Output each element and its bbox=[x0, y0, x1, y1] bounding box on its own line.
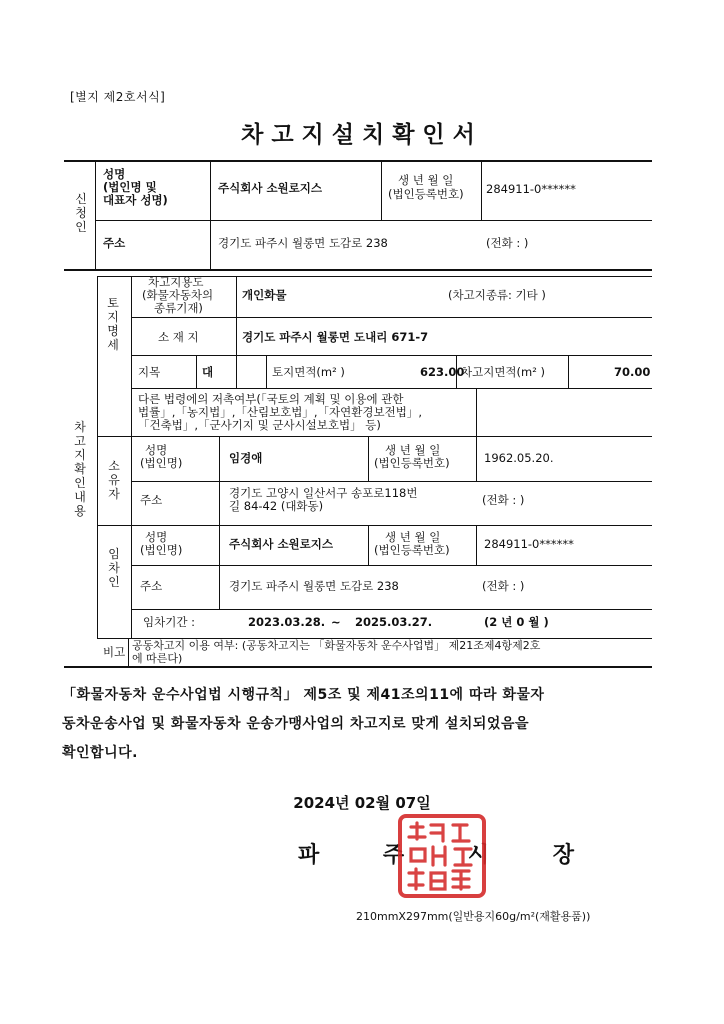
land-section-label: 토지명세 bbox=[107, 296, 119, 352]
lessee-name-label: 성명 bbox=[145, 530, 168, 544]
owner-birth-label: 생 년 월 일 bbox=[385, 443, 441, 457]
lessee-birth-label-2: (법인등록번호) bbox=[374, 543, 450, 557]
owner-mid-divider-2 bbox=[476, 436, 477, 481]
applicant-row-line bbox=[95, 220, 652, 221]
lessee-name-value: 주식회사 소원로지스 bbox=[229, 537, 333, 551]
applicant-bottom-border bbox=[64, 269, 652, 271]
lessee-mid-divider bbox=[368, 525, 369, 565]
confirmation-line-1: 「화물자동차 운수사업법 시행규칙」 제5조 및 제41조의11에 따라 화물자 bbox=[62, 687, 545, 703]
jimok-value: 대 bbox=[202, 365, 214, 379]
land-area-label: 토지면적(m² ) bbox=[272, 365, 345, 379]
lessee-row-line bbox=[131, 565, 652, 566]
owner-address-line-2: 길 84-42 (대화동) bbox=[229, 499, 324, 513]
applicant-name-label-3: 대표자 성명) bbox=[103, 193, 168, 207]
location-label: 소 재 지 bbox=[158, 330, 199, 344]
lessee-top-line bbox=[97, 525, 652, 526]
applicant-name-label-2: (법인명 및 bbox=[103, 180, 157, 194]
land-row-2 bbox=[131, 355, 652, 356]
garage-use-label-3: 종류기재) bbox=[154, 301, 203, 315]
applicant-label-divider bbox=[210, 160, 211, 270]
land-row-1 bbox=[131, 317, 652, 318]
lessee-label-divider bbox=[219, 525, 220, 609]
owner-birth-value: 1962.05.20. bbox=[484, 451, 554, 465]
jimok-label: 지목 bbox=[138, 365, 161, 379]
garage-area-label: 차고지면적(m² ) bbox=[461, 365, 545, 379]
lease-period-label: 임차기간 : bbox=[143, 615, 195, 629]
applicant-birth-value: 284911-0****** bbox=[486, 182, 576, 196]
law-check-line-1: 다른 법령에의 저촉여부(「국토의 계획 및 이용에 관한 bbox=[138, 392, 404, 406]
land-area-value: 623.00 bbox=[420, 365, 465, 379]
official-seal-stamp bbox=[397, 813, 487, 899]
lease-separator: ~ bbox=[331, 615, 341, 629]
land-row-3 bbox=[131, 388, 652, 389]
land-label-divider bbox=[236, 276, 237, 388]
owner-address-label: 주소 bbox=[140, 493, 163, 507]
applicant-birth-label: 생 년 월 일 bbox=[398, 173, 454, 187]
owner-name-label-2: (법인명) bbox=[140, 456, 183, 470]
content-sub-divider bbox=[131, 276, 132, 638]
lease-row-line bbox=[131, 609, 652, 610]
document-title: 차고지설치확인서 bbox=[241, 122, 483, 148]
confirmation-text bbox=[62, 681, 662, 768]
applicant-mid-divider-2 bbox=[481, 160, 482, 220]
garage-type: (차고지종류: 기타 ) bbox=[448, 288, 546, 302]
owner-mid-divider bbox=[368, 436, 369, 481]
lease-start-date: 2023.03.28. bbox=[248, 615, 326, 629]
location-value: 경기도 파주시 월롱면 도내리 671-7 bbox=[242, 330, 429, 344]
owner-row-line bbox=[131, 481, 652, 482]
remarks-label: 비고 bbox=[103, 645, 126, 659]
law-check-line-2: 법률」,「농지법」,「산림보호법」,「자연환경보전법」, bbox=[138, 405, 422, 419]
remarks-text-line-1: 공동차고지 이용 여부: (공동차고지는 「화물자동차 운수사업법」 제21조제4항제2호 bbox=[132, 639, 541, 652]
applicant-section-label: 신청인 bbox=[75, 192, 87, 234]
applicant-name-value: 주식회사 소원로지스 bbox=[218, 181, 322, 195]
lease-end-date: 2025.03.27. bbox=[355, 615, 433, 629]
issuer-name: 파 주 시 장 bbox=[298, 843, 602, 868]
lessee-address-value: 경기도 파주시 월롱면 도감로 238 bbox=[229, 579, 399, 593]
lessee-address-label: 주소 bbox=[140, 579, 163, 593]
lessee-birth-value: 284911-0****** bbox=[484, 537, 574, 551]
applicant-address-value: 경기도 파주시 월롱면 도감로 238 bbox=[218, 236, 388, 250]
paper-spec: 210mmX297mm(일반용지60g/m²(재활용품)) bbox=[356, 910, 591, 923]
lessee-phone: (전화 : ) bbox=[482, 579, 525, 593]
garage-use-label: 차고지용도 bbox=[148, 275, 204, 289]
law-check-line-3: 「건축법」,「군사기지 및 군사시설보호법」 등) bbox=[138, 418, 381, 432]
owner-section-label: 소유자 bbox=[108, 459, 120, 501]
owner-name-value: 임경애 bbox=[229, 451, 263, 465]
area-divider bbox=[266, 355, 267, 388]
lessee-birth-label: 생 년 월 일 bbox=[385, 530, 441, 544]
law-right-divider bbox=[476, 388, 477, 436]
lessee-section-label: 임차인 bbox=[108, 547, 120, 589]
owner-name-label: 성명 bbox=[145, 443, 168, 457]
jimok-divider bbox=[196, 355, 197, 388]
applicant-address-label: 주소 bbox=[103, 236, 126, 250]
lessee-name-label-2: (법인명) bbox=[140, 543, 183, 557]
table-bottom-border bbox=[64, 666, 652, 668]
applicant-birth-label-2: (법인등록번호) bbox=[388, 187, 464, 201]
table-top-border bbox=[64, 160, 652, 162]
confirmation-line-2: 동차운송사업 및 화물자동차 운송가맹사업의 차고지로 맞게 설치되었음을 bbox=[62, 716, 529, 732]
owner-address-line-1: 경기도 고양시 일산서구 송포로118번 bbox=[229, 486, 418, 500]
lease-duration: (2 년 0 월 ) bbox=[484, 615, 549, 629]
remarks-divider bbox=[128, 638, 129, 667]
garage-area-value-divider bbox=[568, 355, 569, 388]
lessee-mid-divider-2 bbox=[476, 525, 477, 565]
owner-phone: (전화 : ) bbox=[482, 493, 525, 507]
applicant-divider bbox=[95, 160, 96, 270]
form-number: [별지 제2호서식] bbox=[70, 90, 166, 104]
applicant-mid-divider bbox=[381, 160, 382, 220]
applicant-name-label: 성명 bbox=[103, 167, 126, 181]
content-section-label: 차고지확인내용 bbox=[74, 420, 86, 518]
remarks-text-line-2: 에 따른다) bbox=[132, 652, 183, 665]
owner-top-line bbox=[97, 436, 652, 437]
garage-use-label-2: (화물자동차의 bbox=[142, 288, 214, 302]
issue-date: 2024년 02월 07일 bbox=[293, 794, 431, 812]
owner-birth-label-2: (법인등록번호) bbox=[374, 456, 450, 470]
applicant-phone: (전화 : ) bbox=[486, 236, 529, 250]
confirmation-line-3: 확인합니다. bbox=[62, 745, 138, 761]
garage-use-value: 개인화물 bbox=[242, 288, 287, 302]
garage-area-value: 70.00 bbox=[614, 365, 651, 379]
content-left-divider bbox=[97, 276, 98, 638]
